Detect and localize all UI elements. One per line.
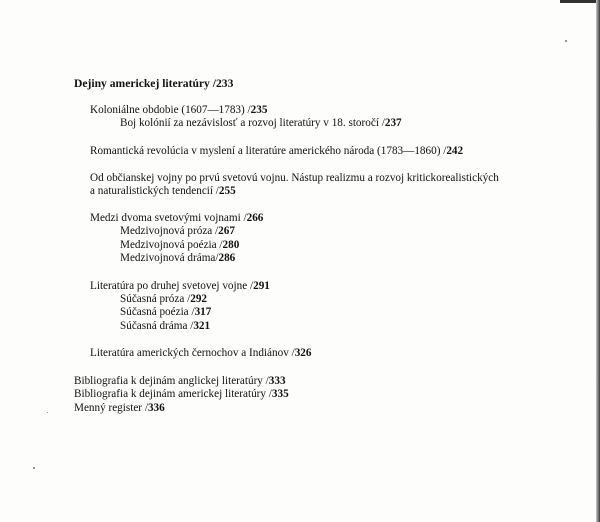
toc-entry-title: Medzivojnová poézia /: [120, 239, 223, 251]
toc-entry-title: Súčasná dráma /: [120, 320, 194, 332]
toc-entry-page: 317: [194, 306, 212, 318]
toc-entry-page: 242: [446, 145, 464, 157]
toc-entry-page: 235: [250, 104, 268, 116]
toc-entry-title: Medzivojnová próza /: [120, 225, 219, 237]
toc-entry-title: Medzi dvoma svetovými vojnami /: [90, 212, 247, 224]
toc-heading-title: Dejiny americkej literatúry /: [74, 77, 216, 90]
toc-entry-continuation: [90, 185, 236, 198]
toc-entry-title: Súčasná próza /: [120, 293, 191, 305]
toc-entry: [120, 117, 402, 130]
toc-heading: [74, 77, 233, 90]
toc-entry-page: 286: [218, 252, 236, 264]
toc-entry: [90, 104, 267, 117]
scan-speck: [33, 467, 35, 469]
toc-entry-page: 335: [271, 388, 289, 400]
toc-entry: [120, 320, 210, 333]
toc-entry-title: Boj kolónií za nezávislosť a rozvoj literatúry v 18. storočí /: [120, 117, 385, 129]
toc-entry-title: Menný register /: [74, 402, 148, 414]
toc-entry-page: 266: [246, 212, 264, 224]
toc-entry-title: Koloniálne obdobie (1607—1783) /: [90, 104, 251, 116]
toc-entry-title: a naturalistických tendencií /: [90, 185, 219, 197]
toc-entry-page: 291: [253, 280, 270, 292]
toc-entry-title: Bibliografia k dejinám americkej literatúry /: [74, 388, 272, 400]
toc-entry: [74, 402, 165, 415]
toc-entry: [120, 225, 235, 238]
toc-entry-title: Medzivojnová dráma/: [120, 252, 219, 264]
toc-entry-page: 292: [190, 293, 207, 305]
toc-entry-title: Od občianskej vojny po prvú svetovú vojnu. Nástup realizmu a rozvoj kritickorealistických: [90, 172, 499, 184]
toc-entry-page: 333: [268, 375, 286, 387]
toc-entry-title: Súčasná poézia /: [120, 306, 195, 318]
toc-heading-page: 233: [215, 77, 234, 90]
toc-entry-page: 336: [147, 402, 165, 414]
toc-entry-page: 326: [294, 347, 312, 359]
toc-entry: [90, 172, 499, 185]
toc-entry-title: Literatúra po druhej svetovej vojne /: [90, 280, 254, 292]
toc-entry: [90, 212, 263, 225]
toc-entry-page: 255: [218, 185, 236, 197]
toc-entry: [74, 388, 289, 401]
toc-entry: [120, 252, 235, 265]
scan-speck: [47, 412, 48, 413]
toc-entry: [120, 239, 239, 252]
toc-entry-title: Literatúra amerických černochov a Indiánov /: [90, 347, 295, 359]
toc-entry: [120, 306, 211, 319]
toc-entry: [120, 293, 207, 306]
toc-entry: [90, 145, 463, 158]
scan-edge-right: [596, 0, 600, 522]
toc-entry-page: 280: [222, 239, 240, 251]
toc-entry: [90, 347, 311, 360]
toc-entry-title: Romantická revolúcia v myslení a literatúre amerického národa (1783—1860) /: [90, 145, 447, 157]
toc-entry-page: 321: [193, 320, 211, 332]
toc-entry: [90, 280, 270, 293]
toc-entry-title: Bibliografia k dejinám anglickej literatúry /: [74, 375, 269, 387]
toc-entry: [74, 375, 286, 388]
toc-entry-page: 267: [218, 225, 235, 237]
scan-speck: [565, 40, 567, 42]
toc-entry-page: 237: [384, 117, 402, 129]
